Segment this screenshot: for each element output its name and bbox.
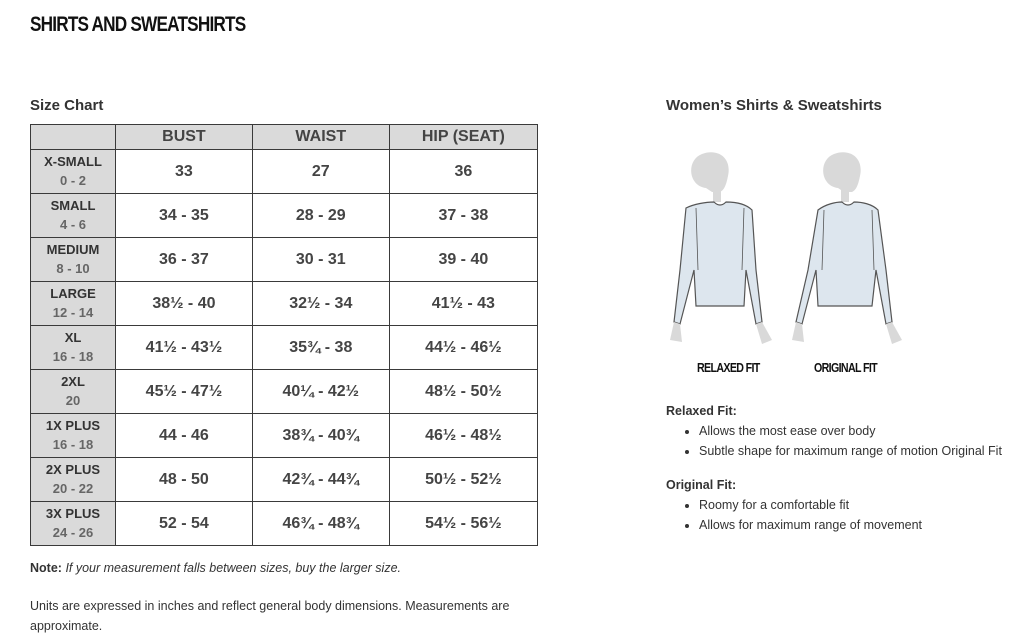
size-label-cell: [31, 414, 116, 458]
hip-value: 39 - 40: [389, 238, 537, 282]
size-label-cell: [31, 326, 116, 370]
waist-value: 27: [252, 150, 389, 194]
waist-value: 46¾ - 48¾: [252, 502, 389, 546]
size-name: XL: [64, 329, 82, 345]
hip-value: 48½ - 50½: [389, 370, 537, 414]
fit-illustration: [666, 150, 906, 350]
bust-value: 48 - 50: [116, 458, 253, 502]
header-waist: WAIST: [252, 125, 389, 150]
waist-value: 40¼ - 42½: [252, 370, 389, 414]
bust-value: 52 - 54: [116, 502, 253, 546]
relaxed-fit-heading: Relaxed Fit:: [666, 404, 737, 418]
size-name: SMALL: [50, 197, 96, 213]
size-name: MEDIUM: [46, 241, 100, 257]
note-text: If your measurement falls between sizes, buy the larger size.: [65, 561, 402, 575]
waist-value: 35¾ - 38: [252, 326, 389, 370]
size-label-cell: [31, 458, 116, 502]
size-label-cell: [31, 238, 116, 282]
table-row: [31, 282, 538, 326]
table-row: [31, 238, 538, 282]
hip-value: 36: [389, 150, 537, 194]
list-item: • Subtle shape for maximum range of motion Original Fit: [699, 441, 1030, 461]
size-chart-title: Size Chart: [30, 97, 104, 114]
page-title: SHIRTS AND SWEATSHIRTS: [30, 13, 246, 36]
relaxed-fit-list: [666, 421, 1030, 461]
size-chart-table: [30, 124, 538, 546]
hip-value: 54½ - 56½: [389, 502, 537, 546]
size-numeric: 16 - 18: [52, 349, 94, 364]
original-fit-list: [666, 495, 1030, 535]
size-label-cell: [31, 282, 116, 326]
waist-value: 28 - 29: [252, 194, 389, 238]
size-name: 1X PLUS: [45, 417, 101, 433]
bust-value: 41½ - 43½: [116, 326, 253, 370]
table-row: [31, 370, 538, 414]
hip-value: 44½ - 46½: [389, 326, 537, 370]
table-row: [31, 150, 538, 194]
size-numeric: 16 - 18: [52, 437, 94, 452]
header-hip: HIP (SEAT): [389, 125, 537, 150]
bust-value: 38½ - 40: [116, 282, 253, 326]
hip-value: 50½ - 52½: [389, 458, 537, 502]
size-label-cell: [31, 194, 116, 238]
size-label-cell: [31, 370, 116, 414]
table-row: [31, 502, 538, 546]
hip-value: 46½ - 48½: [389, 414, 537, 458]
original-fit-heading: Original Fit:: [666, 478, 737, 492]
table-row: [31, 458, 538, 502]
hip-value: 37 - 38: [389, 194, 537, 238]
size-label-cell: [31, 150, 116, 194]
waist-value: 30 - 31: [252, 238, 389, 282]
list-item: • Allows the most ease over body: [699, 421, 1030, 441]
measurement-note: [30, 561, 401, 575]
bust-value: 36 - 37: [116, 238, 253, 282]
relaxed-fit-figure-icon: [670, 152, 772, 344]
bust-value: 33: [116, 150, 253, 194]
size-numeric: 20 - 22: [52, 481, 94, 496]
size-name: LARGE: [50, 285, 96, 301]
size-numeric: 8 - 10: [56, 261, 90, 276]
size-numeric: 12 - 14: [52, 305, 94, 320]
bust-value: 34 - 35: [116, 194, 253, 238]
size-numeric: 0 - 2: [59, 173, 86, 188]
size-name: 2XL: [61, 373, 85, 389]
table-row: [31, 194, 538, 238]
table-row: [31, 326, 538, 370]
relaxed-fit-label: RELAXED FIT: [697, 360, 760, 375]
waist-value: 38¾ - 40¾: [252, 414, 389, 458]
table-header-row: [31, 125, 538, 150]
original-fit-label: ORIGINAL FIT: [814, 360, 877, 375]
list-item: • Roomy for a comfortable fit: [699, 495, 1030, 515]
size-numeric: 4 - 6: [59, 217, 86, 232]
bust-value: 44 - 46: [116, 414, 253, 458]
size-name: 3X PLUS: [45, 505, 101, 521]
original-fit-figure-icon: [792, 152, 902, 344]
bust-value: 45½ - 47½: [116, 370, 253, 414]
list-item: • Allows for maximum range of movement: [699, 515, 1030, 535]
header-corner-cell: [31, 125, 116, 150]
waist-value: 32½ - 34: [252, 282, 389, 326]
womens-section-title: Women’s Shirts & Sweatshirts: [666, 97, 882, 114]
hip-value: 41½ - 43: [389, 282, 537, 326]
waist-value: 42¾ - 44¾: [252, 458, 389, 502]
table-row: [31, 414, 538, 458]
note-label: Note:: [30, 561, 62, 575]
size-numeric: 24 - 26: [52, 525, 94, 540]
units-disclaimer: Units are expressed in inches and reflect general body dimensions. Measurements are approximate.: [30, 599, 510, 633]
size-name: 2X PLUS: [45, 461, 101, 477]
size-numeric: 20: [65, 393, 81, 408]
header-bust: BUST: [116, 125, 253, 150]
size-label-cell: [31, 502, 116, 546]
size-name: X-SMALL: [44, 153, 102, 169]
